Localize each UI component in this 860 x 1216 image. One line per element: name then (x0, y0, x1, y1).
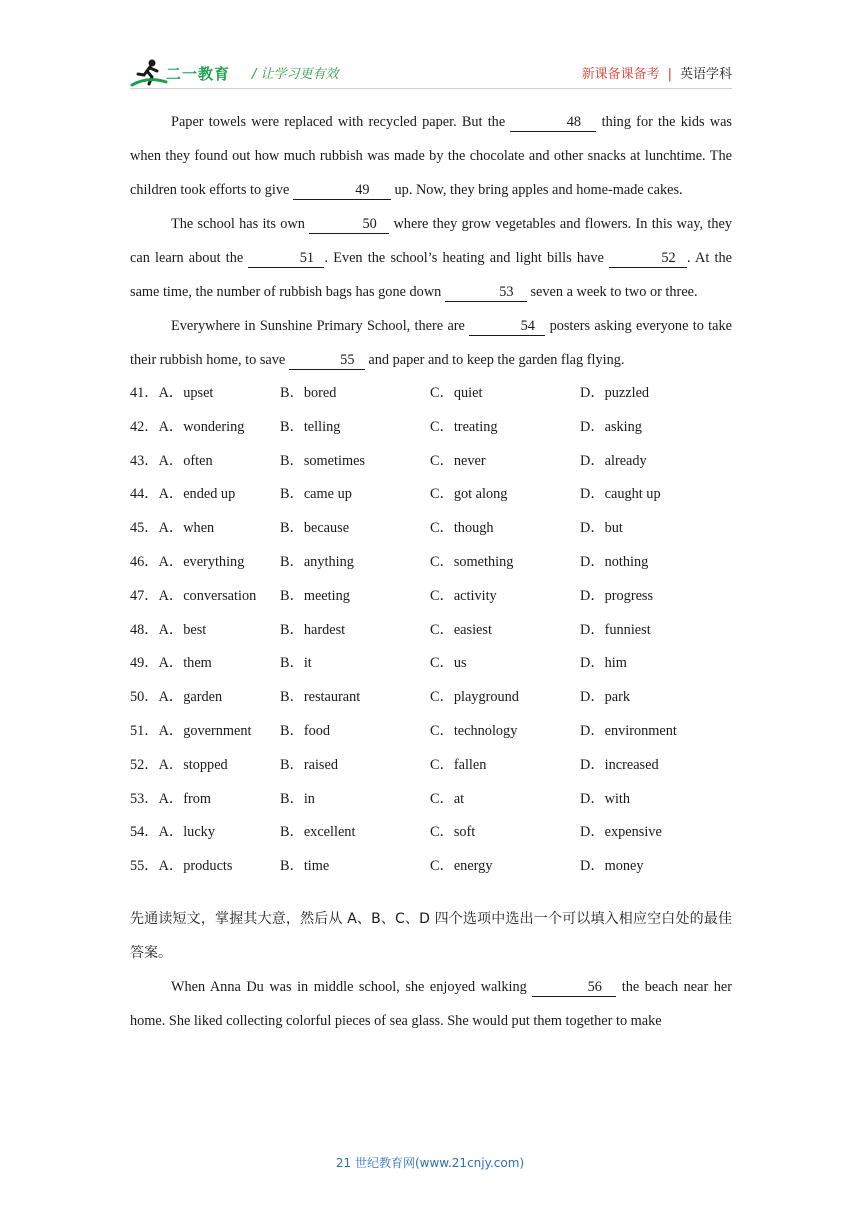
header-tagline: 新课备课备考 (581, 67, 660, 82)
option-c: C．got along (430, 486, 508, 503)
option-b: B．bored (280, 385, 337, 401)
paragraph-text: thing for the kids was when they found out how much rubbish was made by the chocolate and other snacks at lunchtime. The children took efforts to give (130, 114, 732, 198)
option-choice: A．them (158, 655, 212, 672)
option-c: C．quiet (430, 385, 483, 401)
answer-options (130, 377, 732, 884)
paragraph-text: The school has its own (171, 216, 305, 232)
page-content (130, 105, 732, 1038)
option-d: D．nothing (580, 553, 649, 570)
option-b: B．restaurant (280, 689, 361, 706)
option-a (130, 377, 213, 411)
slogan: / 让学习更有效 (252, 67, 339, 82)
option-row (130, 715, 732, 749)
option-b: B．sometimes (280, 452, 365, 469)
paragraph-text: seven a week to two or three. (530, 284, 698, 300)
question-number: 43． (130, 452, 159, 469)
option-row (130, 478, 732, 512)
option-b: B．time (280, 858, 330, 875)
option-a (130, 647, 212, 681)
option-a (130, 445, 213, 479)
option-c: C．something (430, 553, 514, 570)
option-choice: A．government (158, 722, 252, 739)
question-number: 54． (130, 824, 159, 841)
option-row (130, 614, 732, 648)
option-choice: A．conversation (158, 587, 257, 604)
option-c: C．never (430, 452, 486, 469)
option-c: C．though (430, 520, 494, 537)
passage-2-paragraph-1 (130, 970, 732, 1038)
option-d: D．puzzled (580, 385, 650, 401)
option-b: B．in (280, 790, 315, 807)
passage-paragraph-1 (130, 105, 732, 207)
option-row (130, 749, 732, 783)
option-d: D．already (580, 452, 647, 469)
option-a (130, 411, 244, 445)
header-subject: 英语学科 (679, 67, 732, 82)
option-c: C．soft (430, 824, 476, 841)
option-d: D．increased (580, 756, 659, 773)
option-d: D．caught up (580, 486, 661, 503)
passage-paragraph-2 (130, 207, 732, 309)
option-b: B．hardest (280, 621, 346, 638)
logo-text: 二一教育 (166, 65, 231, 83)
question-number: 47． (130, 587, 159, 604)
option-choice: A．garden (158, 689, 223, 706)
option-a (130, 512, 214, 546)
question-number: 49． (130, 655, 159, 672)
option-row (130, 580, 732, 614)
option-a (130, 614, 206, 648)
option-d: D．asking (580, 418, 642, 435)
page-footer: 21 世纪教育网(www.21cnjy.com) (335, 1156, 525, 1170)
option-c: C．activity (430, 587, 497, 604)
paragraph-text: up. Now, they bring apples and home-made cakes. (394, 182, 683, 198)
header-separator: | (667, 67, 672, 82)
option-c: C．us (430, 655, 467, 672)
option-a (130, 681, 222, 715)
option-c: C．playground (430, 689, 519, 706)
option-b: B．food (280, 722, 331, 739)
option-row (130, 445, 732, 479)
option-row (130, 546, 732, 580)
option-a (130, 715, 252, 749)
question-number: 44． (130, 486, 159, 503)
option-a (130, 546, 244, 580)
option-row (130, 816, 732, 850)
option-choice: A．when (158, 520, 215, 537)
option-d: D．funniest (580, 621, 651, 638)
paragraph-text: . Even the school’s heating and light bills have (324, 250, 604, 266)
option-row (130, 783, 732, 817)
option-choice: A．best (158, 621, 207, 638)
blank-52: 52 (609, 249, 687, 268)
blank-49: 49 (293, 181, 391, 200)
option-choice: A．often (158, 452, 213, 469)
option-row (130, 377, 732, 411)
option-b: B．meeting (280, 587, 350, 604)
option-row (130, 512, 732, 546)
option-d: D．him (580, 655, 627, 672)
option-a (130, 478, 235, 512)
paragraph-text: Paper towels were replaced with recycled paper. But the (171, 114, 506, 130)
option-d: D．environment (580, 722, 677, 739)
paragraph-text: Everywhere in Sunshine Primary School, there are (171, 318, 465, 334)
option-c: C．at (430, 790, 465, 807)
option-choice: A．stopped (158, 756, 228, 773)
question-number: 46． (130, 553, 159, 570)
question-number: 48． (130, 621, 159, 638)
question-number: 53． (130, 790, 159, 807)
option-b: B．because (280, 520, 350, 537)
blank-50: 50 (309, 215, 389, 234)
option-b: B．it (280, 655, 312, 672)
option-choice: A．ended up (158, 486, 236, 503)
option-a (130, 749, 228, 783)
paragraph-text: posters asking everyone to take their rubbish home, to save (130, 318, 732, 368)
option-choice: A．everything (158, 553, 245, 570)
spacer (130, 884, 732, 902)
blank-54: 54 (469, 317, 545, 336)
option-row (130, 411, 732, 445)
option-a (130, 816, 215, 850)
option-b: B．came up (280, 486, 352, 503)
option-c: C．energy (430, 858, 493, 875)
section-instruction: 先通读短文，掌握其大意，然后从 A、B、C、D 四个选项中选出一个可以填入相应空白处的最佳答案。 (130, 910, 732, 961)
question-number: 50． (130, 689, 159, 706)
blank-56: 56 (532, 978, 616, 997)
paragraph-text: and paper and to keep the garden flag flying. (368, 352, 625, 368)
option-d: D．expensive (580, 824, 662, 841)
logo (130, 56, 240, 90)
runner-logo-icon (130, 56, 170, 90)
option-choice: A．upset (158, 385, 214, 401)
blank-55: 55 (289, 351, 365, 370)
question-number: 55． (130, 858, 159, 875)
paragraph-text: where they grow vegetables and flowers. In this way, they can learn about the (130, 216, 733, 266)
header-divider (130, 88, 732, 89)
paragraph-text: the beach near her home. She liked collecting colorful pieces of sea glass. She would put them together to make (130, 978, 732, 1029)
option-choice: A．from (158, 790, 212, 807)
blank-51: 51 (248, 249, 324, 268)
option-choice: A．lucky (158, 824, 215, 841)
option-d: D．but (580, 520, 623, 537)
blank-48: 48 (510, 113, 596, 132)
question-number: 51． (130, 722, 159, 739)
option-d: D．money (580, 858, 644, 875)
question-number: 52． (130, 756, 159, 773)
header-subject-info (582, 63, 732, 82)
option-c: C．easiest (430, 621, 492, 638)
option-b: B．excellent (280, 824, 356, 841)
option-a (130, 783, 211, 817)
option-row (130, 681, 732, 715)
passage-paragraph-3 (130, 309, 732, 377)
page-header (130, 56, 732, 90)
option-choice: A．products (158, 858, 233, 875)
question-number: 45． (130, 520, 159, 537)
option-c: C．treating (430, 418, 498, 435)
option-row (130, 647, 732, 681)
blank-53: 53 (445, 283, 527, 302)
option-row (130, 850, 732, 884)
option-d: D．with (580, 790, 631, 807)
option-d: D．progress (580, 587, 654, 604)
paragraph-text: When Anna Du was in middle school, she enjoyed walking (171, 978, 527, 995)
option-c: C．technology (430, 722, 518, 739)
question-number: 42． (130, 418, 159, 435)
option-b: B．anything (280, 553, 354, 570)
option-d: D．park (580, 689, 631, 706)
option-choice: A．wondering (158, 418, 245, 435)
question-number: 41． (130, 385, 159, 401)
option-a (130, 850, 232, 884)
option-c: C．fallen (430, 756, 487, 773)
option-b: B．raised (280, 756, 338, 773)
option-a (130, 580, 256, 614)
option-b: B．telling (280, 418, 341, 435)
paragraph-text: . At the same time, the number of rubbish bags has gone down (130, 250, 732, 300)
